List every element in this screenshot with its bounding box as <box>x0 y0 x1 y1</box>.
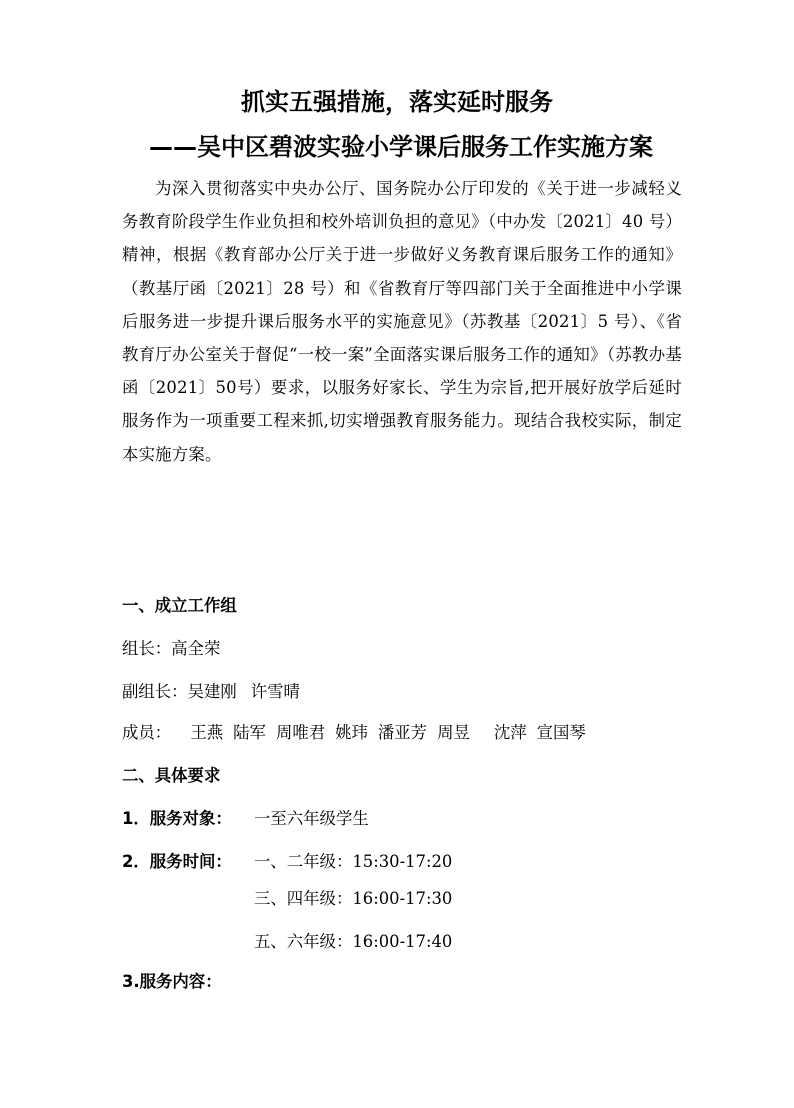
service-time-label: 2．服务时间： <box>122 852 232 871</box>
doc-title: 抓实五强措施，落实延时服务 <box>241 88 553 116</box>
service-target-row <box>122 805 369 829</box>
leader-row <box>122 635 220 659</box>
doc-subtitle: ——吴中区碧波实验小学课后服务工作实施方案 <box>149 133 653 161</box>
deputy-name: 吴建刚 <box>187 682 237 701</box>
members-label: 成员： <box>122 723 172 742</box>
deputy-name: 许雪晴 <box>250 682 300 701</box>
service-content-label: 3.服务内容： <box>122 972 222 991</box>
member-name: 周唯君 <box>275 723 326 742</box>
member-name: 王燕 <box>190 723 224 742</box>
section-heading-requirements: 二、具体要求 <box>122 766 221 785</box>
service-time-row <box>122 848 453 872</box>
service-time-value: 三、四年级：16:00-17:30 <box>254 889 453 908</box>
member-name: 周昱 <box>437 723 470 742</box>
service-time-value: 五、六年级：16:00-17:40 <box>254 932 453 951</box>
intro-paragraph: 为深入贯彻落实中央办公厅、国务院办公厅印发的《关于进一步减轻义务教育阶段学生作业负担和校外培训负担的意见》（中办发〔2021〕40 号）精神，根据《教育部办公厅关于进一步做好义务教育课后服务工作的通知》（教基厅函〔2021〕28 号）和《省教育厅等四部门关于全面推进中小学课后服务进一步提升课后服务水平的实施意见》（苏教基〔2021〕5 号）、《省教育厅办公室关于督促“一校一案”全面落实课后服务工作的通知》（苏教办基函〔2021〕50号）要求，以服务好家长、学生为宗旨,把开展好放学后延时服务作为一项重要工程来抓,切实增强教育服务能力。现结合我校实际，制定本实施方案。 <box>122 179 682 464</box>
member-name: 姚玮 <box>335 723 368 742</box>
member-name: 宣国琴 <box>536 723 586 742</box>
service-time-value: 一、二年级：15:30-17:20 <box>254 852 453 871</box>
member-name: 沈萍 <box>493 723 527 742</box>
section-heading-work-group: 一、成立工作组 <box>122 596 237 615</box>
deputy-row <box>122 678 300 702</box>
member-name: 潘亚芳 <box>377 723 428 742</box>
service-target-value: 一至六年级学生 <box>254 809 369 828</box>
member-name: 陆军 <box>233 723 266 742</box>
members-row <box>122 719 596 743</box>
deputy-label: 副组长： <box>122 682 188 701</box>
leader-name: 高全荣 <box>171 639 221 658</box>
leader-label: 组长： <box>122 639 172 658</box>
service-target-label: 1．服务对象： <box>122 809 232 828</box>
